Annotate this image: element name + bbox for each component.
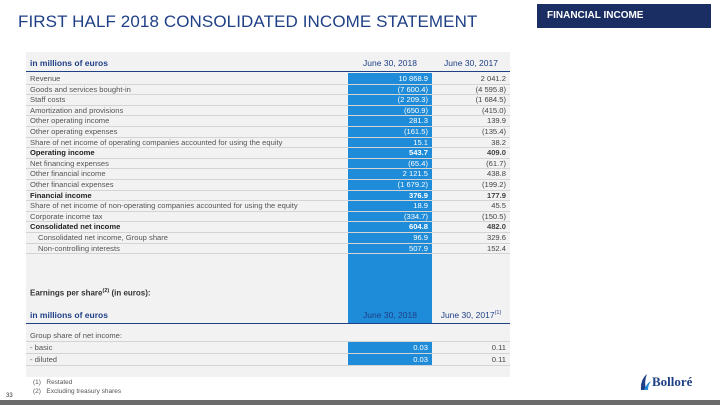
table-row: Non-controlling interests 507.9 152.4 xyxy=(26,244,510,255)
table-row: Other financial expenses (1 679.2) (199.2) xyxy=(26,180,510,191)
eps-table-header xyxy=(26,306,510,324)
table-row: Consolidated net income, Group share 96.9 329.6 xyxy=(26,233,510,244)
footnote: (1) Restated xyxy=(33,379,73,386)
unit-label: in millions of euros xyxy=(30,58,108,68)
table-row: Consolidated net income 604.8 482.0 xyxy=(26,222,510,233)
eps-title: Earnings per share$^{(2)}$ (in euros): xyxy=(30,288,151,298)
eps-column-header-2017: June 30, 2017$^{(1)}$ xyxy=(440,310,502,320)
table-row: Group share of net income: xyxy=(26,330,510,342)
table-row: Share of net income of non-operating companies accounted for using the equity 18.9 45.5 xyxy=(26,201,510,212)
bollore-logo: Bolloré xyxy=(652,374,693,389)
table-row: Share of net income of operating companies accounted for using the equity 15.1 38.2 xyxy=(26,138,510,149)
bottom-bar xyxy=(0,400,720,405)
table-header xyxy=(26,54,510,72)
table-row: Financial income 376.9 177.9 xyxy=(26,191,510,202)
table-row: Revenue 10 868.9 2 041.2 xyxy=(26,74,510,85)
page-number: 33 xyxy=(6,393,13,399)
table-row: Goods and services bought-in (7 600.4) (4 595.8) xyxy=(26,85,510,96)
eps-unit-label: in millions of euros xyxy=(30,310,108,320)
table-row: Net financing expenses (65.4) (61.7) xyxy=(26,159,510,170)
eps-note-ref: (2) xyxy=(102,288,110,294)
income-statement-panel xyxy=(26,52,510,377)
table-row: Corporate income tax (334.7) (150.5) xyxy=(26,212,510,223)
section-tag: FINANCIAL INCOME xyxy=(537,4,711,28)
table-row: Staff costs (2 209.3) (1 684.5) xyxy=(26,95,510,106)
table-row: Other operating expenses (161.5) (135.4) xyxy=(26,127,510,138)
table-row: Operating income 543.7 409.0 xyxy=(26,148,510,159)
column-header-2018: June 30, 2018 xyxy=(363,58,417,68)
table-row: - diluted 0.03 0.11 xyxy=(26,354,510,366)
income-table-body xyxy=(26,74,510,254)
table-row: - basic 0.03 0.11 xyxy=(26,342,510,354)
eps-column-header-2018: June 30, 2018 xyxy=(363,310,417,320)
footnote: (2) Excluding treasury shares xyxy=(33,388,122,395)
table-row: Amortization and provisions (650.9) (415.0) xyxy=(26,106,510,117)
eps-table-body xyxy=(26,330,510,366)
bollore-logo-icon xyxy=(638,372,652,392)
table-row: Other financial income 2 121.5 438.8 xyxy=(26,169,510,180)
column-header-2017: June 30, 2017 xyxy=(444,58,498,68)
page-title: FIRST HALF 2018 CONSOLIDATED INCOME STATEMENT xyxy=(18,12,478,31)
table-row: Other operating income 281.3 139.9 xyxy=(26,116,510,127)
